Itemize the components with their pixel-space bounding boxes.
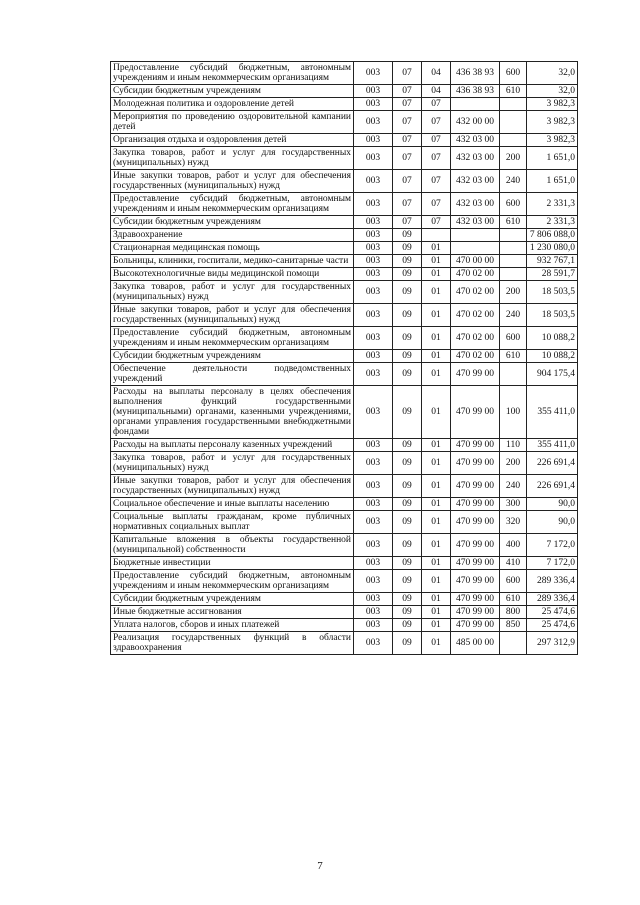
amount-cell: 25 474,6 xyxy=(527,619,578,632)
subsection-code-cell: 01 xyxy=(422,255,451,268)
amount-cell: 904 175,4 xyxy=(527,363,578,386)
section-code-cell: 09 xyxy=(393,327,422,350)
target-item-code-cell: 432 00 00 xyxy=(451,111,500,134)
amount-cell: 355 411,0 xyxy=(527,386,578,439)
table-row xyxy=(111,606,578,619)
table-row xyxy=(111,363,578,386)
subsection-code-cell: 07 xyxy=(422,170,451,193)
dept-code-cell: 003 xyxy=(354,111,393,134)
item-name-cell: Субсидии бюджетным учреждениям xyxy=(111,216,354,229)
amount-cell: 2 331,3 xyxy=(527,193,578,216)
amount-cell: 32,0 xyxy=(527,85,578,98)
target-item-code-cell: 470 99 00 xyxy=(451,570,500,593)
target-item-code-cell: 470 99 00 xyxy=(451,475,500,498)
table-row xyxy=(111,281,578,304)
amount-cell: 3 982,3 xyxy=(527,134,578,147)
subsection-code-cell: 04 xyxy=(422,62,451,85)
section-code-cell: 09 xyxy=(393,350,422,363)
subsection-code-cell: 01 xyxy=(422,593,451,606)
subsection-code-cell: 01 xyxy=(422,281,451,304)
table-row xyxy=(111,98,578,111)
section-code-cell: 09 xyxy=(393,242,422,255)
subsection-code-cell: 01 xyxy=(422,511,451,534)
budget-sheet xyxy=(110,61,575,655)
section-code-cell: 09 xyxy=(393,557,422,570)
dept-code-cell: 003 xyxy=(354,281,393,304)
target-item-code-cell: 470 99 00 xyxy=(451,498,500,511)
section-code-cell: 07 xyxy=(393,147,422,170)
target-item-code-cell: 470 99 00 xyxy=(451,619,500,632)
subsection-code-cell: 01 xyxy=(422,350,451,363)
subsection-code-cell: 01 xyxy=(422,570,451,593)
subsection-code-cell: 01 xyxy=(422,632,451,655)
subsection-code-cell: 01 xyxy=(422,439,451,452)
dept-code-cell: 003 xyxy=(354,98,393,111)
subsection-code-cell: 01 xyxy=(422,452,451,475)
dept-code-cell: 003 xyxy=(354,216,393,229)
target-item-code-cell: 432 03 00 xyxy=(451,147,500,170)
expense-type-code-cell: 600 xyxy=(500,193,527,216)
table-row xyxy=(111,304,578,327)
dept-code-cell: 003 xyxy=(354,327,393,350)
subsection-code-cell: 01 xyxy=(422,475,451,498)
amount-cell: 1 230 080,0 xyxy=(527,242,578,255)
expense-type-code-cell: 850 xyxy=(500,619,527,632)
budget-table-body xyxy=(111,62,578,655)
amount-cell: 7 172,0 xyxy=(527,557,578,570)
target-item-code-cell: 470 99 00 xyxy=(451,363,500,386)
expense-type-code-cell: 410 xyxy=(500,557,527,570)
expense-type-code-cell: 200 xyxy=(500,147,527,170)
amount-cell: 90,0 xyxy=(527,511,578,534)
item-name-cell: Реализация государственных функций в области здравоохранения xyxy=(111,632,354,655)
dept-code-cell: 003 xyxy=(354,134,393,147)
dept-code-cell: 003 xyxy=(354,557,393,570)
amount-cell: 1 651,0 xyxy=(527,170,578,193)
dept-code-cell: 003 xyxy=(354,304,393,327)
section-code-cell: 09 xyxy=(393,534,422,557)
dept-code-cell: 003 xyxy=(354,193,393,216)
dept-code-cell: 003 xyxy=(354,85,393,98)
table-row xyxy=(111,386,578,439)
expense-type-code-cell xyxy=(500,268,527,281)
target-item-code-cell: 432 03 00 xyxy=(451,193,500,216)
item-name-cell: Расходы на выплаты персоналу в целях обеспечения выполнения функций государственными (муниципальными) органами, казенными учреждениями, органами управления государственными внебюджетными фондами xyxy=(111,386,354,439)
section-code-cell: 09 xyxy=(393,511,422,534)
expense-type-code-cell: 610 xyxy=(500,350,527,363)
table-row xyxy=(111,134,578,147)
table-row xyxy=(111,557,578,570)
amount-cell: 1 651,0 xyxy=(527,147,578,170)
section-code-cell: 07 xyxy=(393,111,422,134)
amount-cell: 32,0 xyxy=(527,62,578,85)
subsection-code-cell: 07 xyxy=(422,98,451,111)
target-item-code-cell: 470 99 00 xyxy=(451,534,500,557)
section-code-cell: 09 xyxy=(393,570,422,593)
item-name-cell: Обеспечение деятельности подведомственных учреждений xyxy=(111,363,354,386)
target-item-code-cell: 432 03 00 xyxy=(451,134,500,147)
dept-code-cell: 003 xyxy=(354,511,393,534)
section-code-cell: 09 xyxy=(393,632,422,655)
subsection-code-cell: 07 xyxy=(422,193,451,216)
section-code-cell: 09 xyxy=(393,281,422,304)
table-row xyxy=(111,216,578,229)
target-item-code-cell xyxy=(451,242,500,255)
subsection-code-cell: 01 xyxy=(422,327,451,350)
target-item-code-cell xyxy=(451,229,500,242)
target-item-code-cell: 470 99 00 xyxy=(451,593,500,606)
target-item-code-cell xyxy=(451,98,500,111)
section-code-cell: 09 xyxy=(393,593,422,606)
table-row xyxy=(111,511,578,534)
table-row xyxy=(111,593,578,606)
amount-cell: 3 982,3 xyxy=(527,111,578,134)
target-item-code-cell: 436 38 93 xyxy=(451,62,500,85)
item-name-cell: Предоставление субсидий бюджетным, автономным учреждениям и иным некоммерческим организациям xyxy=(111,327,354,350)
expense-type-code-cell xyxy=(500,229,527,242)
expense-type-code-cell xyxy=(500,242,527,255)
amount-cell: 7 172,0 xyxy=(527,534,578,557)
target-item-code-cell: 470 02 00 xyxy=(451,304,500,327)
item-name-cell: Иные закупки товаров, работ и услуг для обеспечения государственных (муниципальных) нужд xyxy=(111,170,354,193)
subsection-code-cell: 01 xyxy=(422,557,451,570)
item-name-cell: Уплата налогов, сборов и иных платежей xyxy=(111,619,354,632)
target-item-code-cell: 470 02 00 xyxy=(451,281,500,304)
dept-code-cell: 003 xyxy=(354,170,393,193)
target-item-code-cell: 432 03 00 xyxy=(451,216,500,229)
dept-code-cell: 003 xyxy=(354,350,393,363)
amount-cell: 10 088,2 xyxy=(527,327,578,350)
amount-cell: 7 806 088,0 xyxy=(527,229,578,242)
item-name-cell: Иные закупки товаров, работ и услуг для обеспечения государственных (муниципальных) нужд xyxy=(111,475,354,498)
item-name-cell: Капитальные вложения в объекты государственной (муниципальной) собственности xyxy=(111,534,354,557)
table-row xyxy=(111,350,578,363)
target-item-code-cell: 470 02 00 xyxy=(451,268,500,281)
item-name-cell: Высокотехнологичные виды медицинской помощи xyxy=(111,268,354,281)
section-code-cell: 09 xyxy=(393,452,422,475)
subsection-code-cell: 07 xyxy=(422,216,451,229)
target-item-code-cell: 432 03 00 xyxy=(451,170,500,193)
subsection-code-cell: 07 xyxy=(422,134,451,147)
item-name-cell: Расходы на выплаты персоналу казенных учреждений xyxy=(111,439,354,452)
section-code-cell: 09 xyxy=(393,439,422,452)
amount-cell: 18 503,5 xyxy=(527,304,578,327)
section-code-cell: 09 xyxy=(393,268,422,281)
item-name-cell: Бюджетные инвестиции xyxy=(111,557,354,570)
target-item-code-cell: 436 38 93 xyxy=(451,85,500,98)
item-name-cell: Субсидии бюджетным учреждениям xyxy=(111,593,354,606)
table-row xyxy=(111,619,578,632)
section-code-cell: 09 xyxy=(393,386,422,439)
table-row xyxy=(111,534,578,557)
section-code-cell: 09 xyxy=(393,229,422,242)
target-item-code-cell: 470 99 00 xyxy=(451,511,500,534)
item-name-cell: Закупка товаров, работ и услуг для государственных (муниципальных) нужд xyxy=(111,452,354,475)
item-name-cell: Организация отдыха и оздоровления детей xyxy=(111,134,354,147)
section-code-cell: 09 xyxy=(393,619,422,632)
expense-type-code-cell: 610 xyxy=(500,85,527,98)
target-item-code-cell: 470 00 00 xyxy=(451,255,500,268)
item-name-cell: Закупка товаров, работ и услуг для государственных (муниципальных) нужд xyxy=(111,281,354,304)
expense-type-code-cell: 240 xyxy=(500,170,527,193)
target-item-code-cell: 470 02 00 xyxy=(451,327,500,350)
item-name-cell: Больницы, клиники, госпитали, медико-санитарные части xyxy=(111,255,354,268)
table-row xyxy=(111,147,578,170)
item-name-cell: Социальное обеспечение и иные выплаты населению xyxy=(111,498,354,511)
expense-type-code-cell: 200 xyxy=(500,452,527,475)
dept-code-cell: 003 xyxy=(354,570,393,593)
amount-cell: 355 411,0 xyxy=(527,439,578,452)
section-code-cell: 07 xyxy=(393,62,422,85)
expense-type-code-cell xyxy=(500,134,527,147)
item-name-cell: Иные закупки товаров, работ и услуг для обеспечения государственных (муниципальных) нужд xyxy=(111,304,354,327)
expense-type-code-cell: 400 xyxy=(500,534,527,557)
expense-type-code-cell: 200 xyxy=(500,281,527,304)
expense-type-code-cell xyxy=(500,255,527,268)
table-row xyxy=(111,498,578,511)
expense-type-code-cell xyxy=(500,632,527,655)
expense-type-code-cell: 240 xyxy=(500,475,527,498)
item-name-cell: Молодежная политика и оздоровление детей xyxy=(111,98,354,111)
subsection-code-cell: 01 xyxy=(422,386,451,439)
section-code-cell: 09 xyxy=(393,606,422,619)
table-row xyxy=(111,170,578,193)
item-name-cell: Стационарная медицинская помощь xyxy=(111,242,354,255)
table-row xyxy=(111,268,578,281)
dept-code-cell: 003 xyxy=(354,593,393,606)
table-row xyxy=(111,193,578,216)
amount-cell: 226 691,4 xyxy=(527,475,578,498)
dept-code-cell: 003 xyxy=(354,439,393,452)
dept-code-cell: 003 xyxy=(354,268,393,281)
dept-code-cell: 003 xyxy=(354,386,393,439)
amount-cell: 10 088,2 xyxy=(527,350,578,363)
dept-code-cell: 003 xyxy=(354,534,393,557)
amount-cell: 932 767,1 xyxy=(527,255,578,268)
subsection-code-cell xyxy=(422,229,451,242)
dept-code-cell: 003 xyxy=(354,632,393,655)
item-name-cell: Мероприятия по проведению оздоровительной кампании детей xyxy=(111,111,354,134)
amount-cell: 289 336,4 xyxy=(527,570,578,593)
expense-type-code-cell: 600 xyxy=(500,570,527,593)
subsection-code-cell: 01 xyxy=(422,242,451,255)
dept-code-cell: 003 xyxy=(354,452,393,475)
dept-code-cell: 003 xyxy=(354,255,393,268)
item-name-cell: Субсидии бюджетным учреждениям xyxy=(111,85,354,98)
expense-type-code-cell: 300 xyxy=(500,498,527,511)
expense-type-code-cell: 600 xyxy=(500,62,527,85)
target-item-code-cell: 470 99 00 xyxy=(451,452,500,475)
subsection-code-cell: 07 xyxy=(422,111,451,134)
section-code-cell: 07 xyxy=(393,85,422,98)
amount-cell: 226 691,4 xyxy=(527,452,578,475)
expense-type-code-cell xyxy=(500,363,527,386)
budget-table xyxy=(110,61,578,655)
target-item-code-cell: 470 02 00 xyxy=(451,350,500,363)
expense-type-code-cell: 100 xyxy=(500,386,527,439)
item-name-cell: Субсидии бюджетным учреждениям xyxy=(111,350,354,363)
expense-type-code-cell: 610 xyxy=(500,216,527,229)
table-row xyxy=(111,327,578,350)
table-row xyxy=(111,242,578,255)
item-name-cell: Закупка товаров, работ и услуг для государственных (муниципальных) нужд xyxy=(111,147,354,170)
amount-cell: 25 474,6 xyxy=(527,606,578,619)
section-code-cell: 09 xyxy=(393,255,422,268)
expense-type-code-cell: 600 xyxy=(500,327,527,350)
dept-code-cell: 003 xyxy=(354,62,393,85)
table-row xyxy=(111,111,578,134)
expense-type-code-cell xyxy=(500,111,527,134)
section-code-cell: 07 xyxy=(393,170,422,193)
dept-code-cell: 003 xyxy=(354,475,393,498)
subsection-code-cell: 07 xyxy=(422,147,451,170)
expense-type-code-cell xyxy=(500,98,527,111)
section-code-cell: 07 xyxy=(393,134,422,147)
section-code-cell: 07 xyxy=(393,216,422,229)
target-item-code-cell: 470 99 00 xyxy=(451,557,500,570)
target-item-code-cell: 470 99 00 xyxy=(451,386,500,439)
item-name-cell: Здравоохранение xyxy=(111,229,354,242)
subsection-code-cell: 01 xyxy=(422,498,451,511)
item-name-cell: Предоставление субсидий бюджетным, автономным учреждениям и иным некоммерческим организациям xyxy=(111,193,354,216)
amount-cell: 289 336,4 xyxy=(527,593,578,606)
section-code-cell: 07 xyxy=(393,193,422,216)
expense-type-code-cell: 110 xyxy=(500,439,527,452)
amount-cell: 297 312,9 xyxy=(527,632,578,655)
expense-type-code-cell: 610 xyxy=(500,593,527,606)
expense-type-code-cell: 320 xyxy=(500,511,527,534)
table-row xyxy=(111,85,578,98)
dept-code-cell: 003 xyxy=(354,498,393,511)
subsection-code-cell: 01 xyxy=(422,304,451,327)
section-code-cell: 09 xyxy=(393,363,422,386)
section-code-cell: 09 xyxy=(393,304,422,327)
subsection-code-cell: 01 xyxy=(422,619,451,632)
item-name-cell: Предоставление субсидий бюджетным, автономным учреждениям и иным некоммерческим организациям xyxy=(111,62,354,85)
dept-code-cell: 003 xyxy=(354,363,393,386)
subsection-code-cell: 04 xyxy=(422,85,451,98)
subsection-code-cell: 01 xyxy=(422,534,451,557)
table-row xyxy=(111,439,578,452)
item-name-cell: Предоставление субсидий бюджетным, автономным учреждениям и иным некоммерческим организациям xyxy=(111,570,354,593)
amount-cell: 18 503,5 xyxy=(527,281,578,304)
section-code-cell: 07 xyxy=(393,98,422,111)
section-code-cell: 09 xyxy=(393,475,422,498)
expense-type-code-cell: 800 xyxy=(500,606,527,619)
expense-type-code-cell: 240 xyxy=(500,304,527,327)
dept-code-cell: 003 xyxy=(354,229,393,242)
table-row xyxy=(111,255,578,268)
target-item-code-cell: 485 00 00 xyxy=(451,632,500,655)
dept-code-cell: 003 xyxy=(354,242,393,255)
table-row xyxy=(111,632,578,655)
dept-code-cell: 003 xyxy=(354,606,393,619)
table-row xyxy=(111,229,578,242)
item-name-cell: Иные бюджетные ассигнования xyxy=(111,606,354,619)
amount-cell: 90,0 xyxy=(527,498,578,511)
amount-cell: 28 591,7 xyxy=(527,268,578,281)
subsection-code-cell: 01 xyxy=(422,268,451,281)
amount-cell: 2 331,3 xyxy=(527,216,578,229)
target-item-code-cell: 470 99 00 xyxy=(451,439,500,452)
dept-code-cell: 003 xyxy=(354,147,393,170)
table-row xyxy=(111,570,578,593)
target-item-code-cell: 470 99 00 xyxy=(451,606,500,619)
subsection-code-cell: 01 xyxy=(422,606,451,619)
dept-code-cell: 003 xyxy=(354,619,393,632)
section-code-cell: 09 xyxy=(393,498,422,511)
table-row xyxy=(111,452,578,475)
table-row xyxy=(111,475,578,498)
table-row xyxy=(111,62,578,85)
item-name-cell: Социальные выплаты гражданам, кроме публичных нормативных социальных выплат xyxy=(111,511,354,534)
amount-cell: 3 982,3 xyxy=(527,98,578,111)
page-number: 7 xyxy=(317,860,323,872)
subsection-code-cell: 01 xyxy=(422,363,451,386)
